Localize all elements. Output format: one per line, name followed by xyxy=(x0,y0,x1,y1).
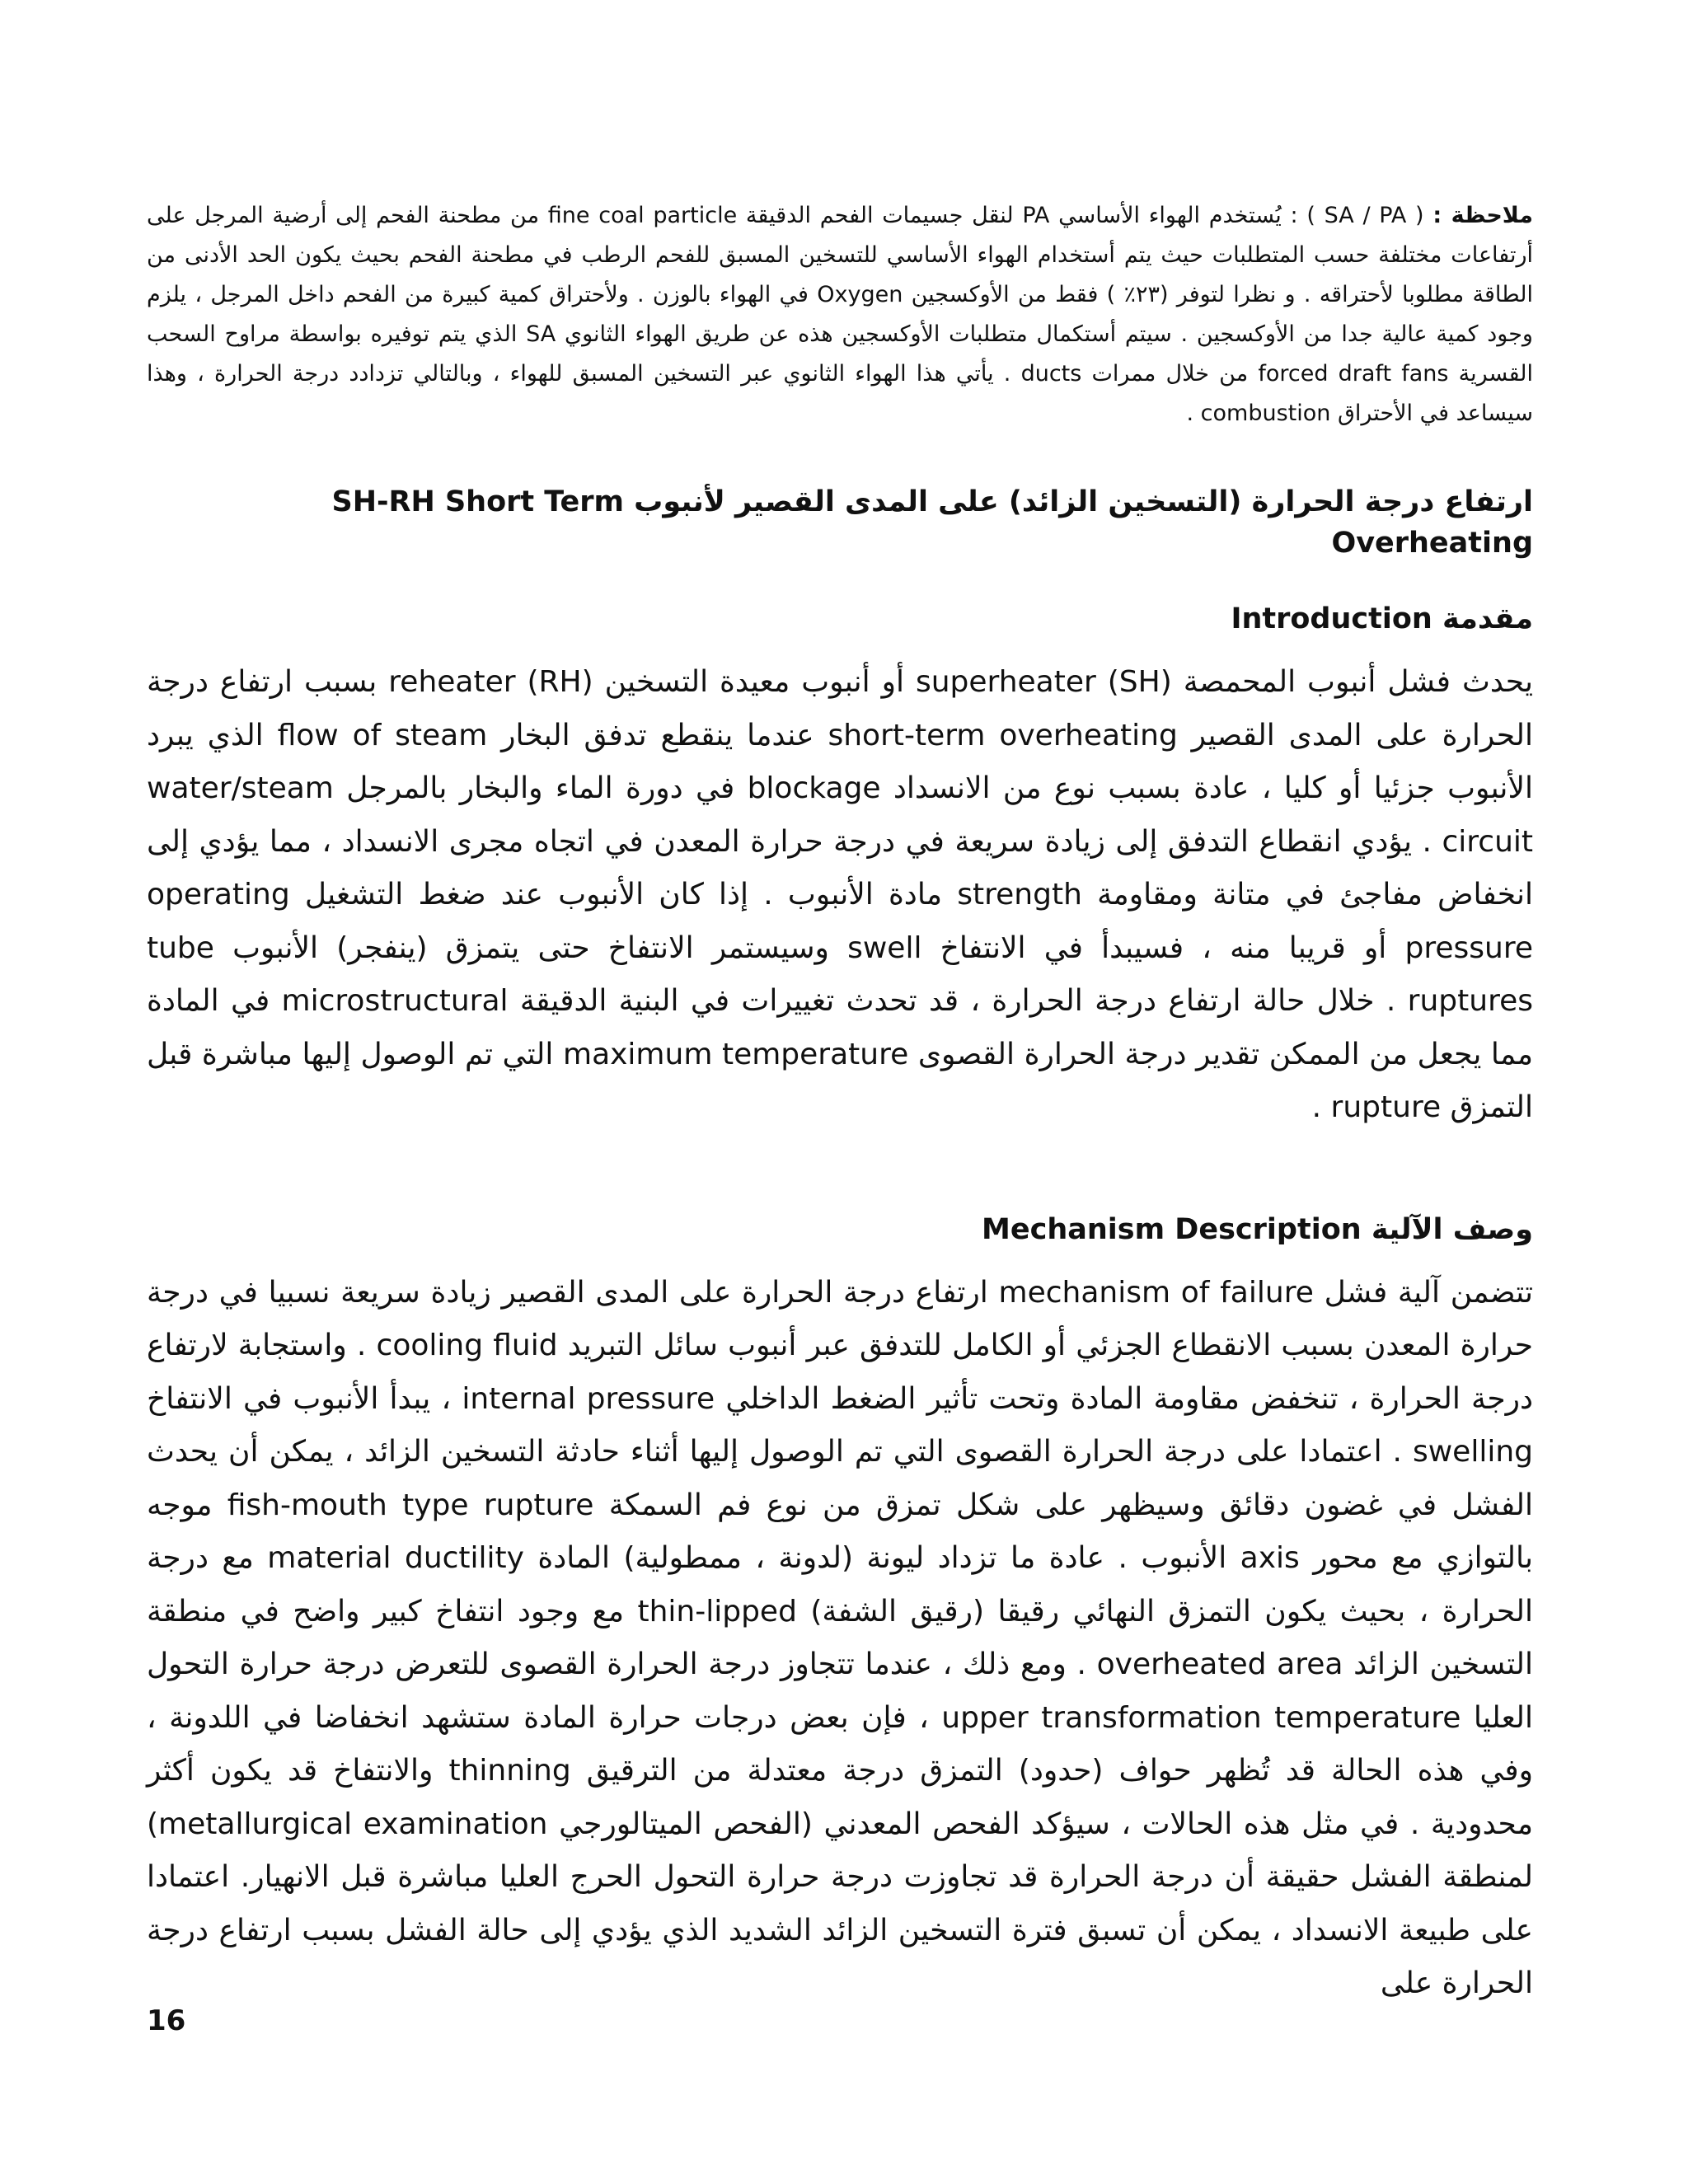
mechanism-paragraph: تتضمن آلية فشل mechanism of failure ارتفاع درجة الحرارة على المدى القصير زيادة سريعة نسبيا في درجة حرارة المعدن بسبب الانقطاع الجزئي أو الكامل للتدفق عبر أنبوب سائل التبريد cooling fluid . واستجابة لارتفاع درجة الحرارة ، تنخفض مقاومة المادة وتحت تأثير الضغط الداخلي internal pressure ، يبدأ الأنبوب في الانتفاخ swelling . اعتمادا على درجة الحرارة القصوى التي تم الوصول إليها أثناء حادثة التسخين الزائد ، يمكن أن يحدث الفشل في غضون دقائق وسيظهر على شكل تمزق من نوع فم السمكة fish-mouth type rupture موجه بالتوازي مع محور axis الأنبوب . عادة ما تزداد ليونة (لدونة ، ممطولية) المادة material ductility مع درجة الحرارة ، بحيث يكون التمزق النهائي رقيقا (رقيق الشفة) thin-lipped مع وجود انتفاخ كبير واضح في منطقة التسخين الزائد overheated area . ومع ذلك ، عندما تتجاوز درجة الحرارة القصوى للتعرض درجة حرارة التحول العليا upper transformation temperature ، فإن بعض درجات حرارة المادة ستشهد انخفاضا في اللدونة ، وفي هذه الحالة قد تُظهر حواف (حدود) التمزق درجة معتدلة من الترقيق thinning والانتفاخ قد يكون أكثر محدودية . في مثل هذه الحالات ، سيؤكد الفحص المعدني (الفحص الميتالورجي metallurgical examination) لمنطقة الفشل حقيقة أن درجة الحرارة قد تجاوزت درجة حرارة التحول الحرج العليا مباشرة قبل الانهيار. اعتمادا على طبيعة الانسداد ، يمكن أن تسبق فترة التسخين الزائد الشديد الذي يؤدي إلى حالة الفشل بسبب ارتفاع درجة الحرارة على xyxy=(147,1275,1534,2000)
section-title: ارتفاع درجة الحرارة (التسخين الزائد) على المدى القصير لأنبوب SH-RH Short Term Overheating xyxy=(331,485,1533,560)
mechanism-heading: وصف الآلية Mechanism Description xyxy=(982,1212,1533,1246)
page-number: 16 xyxy=(147,2004,186,2037)
note-label: ملاحظة : xyxy=(1432,203,1534,228)
note-paragraph xyxy=(147,196,1533,434)
page-content xyxy=(147,196,1533,2011)
note-text: ( SA / PA ) : يُستخدم الهواء الأساسي PA لنقل جسيمات الفحم الدقيقة fine coal particle من مطحنة الفحم إلى أرضية المرجل على أرتفاعات مختلفة حسب المتطلبات حيث يتم أستخدام الهواء الأساسي للتسخين المسبق للفحم الرطب في مطحنة الفحم بحيث يكون الحد الأدنى من الطاقة مطلوبا لأحتراقه . و نظرا لتوفر (٢٣٪ ) فقط من الأوكسجين Oxygen في الهواء بالوزن . ولأحتراق كمية كبيرة من الفحم داخل المرجل ، يلزم وجود كمية عالية جدا من الأوكسجين . سيتم أستكمال متطلبات الأوكسجين هذه عن طريق الهواء الثانوي SA الذي يتم توفيره بواسطة مراوح السحب القسرية forced draft fans من خلال ممرات ducts . يأتي هذا الهواء الثانوي عبر التسخين المسبق للهواء ، وبالتالي تزدادد درجة الحرارة ، وهذا سيساعد في الأحتراق combustion . xyxy=(147,203,1534,426)
introduction-heading: مقدمة Introduction xyxy=(1231,602,1533,635)
introduction-paragraph: يحدث فشل أنبوب المحمصة (superheater (SH أو أنبوب معيدة التسخين (reheater (RH بسبب ارتفاع درجة الحرارة على المدى القصير short-term overheating عندما ينقطع تدفق البخار flow of steam الذي يبرد الأنبوب جزئيا أو كليا ، عادة بسبب نوع من الانسداد blockage في دورة الماء والبخار بالمرجل water/steam circuit . يؤدي انقطاع التدفق إلى زيادة سريعة في درجة حرارة المعدن في اتجاه مجرى الانسداد ، مما يؤدي إلى انخفاض مفاجئ في متانة ومقاومة strength مادة الأنبوب . إذا كان الأنبوب عند ضغط التشغيل operating pressure أو قريبا منه ، فسيبدأ في الانتفاخ swell وسيستمر الانتفاخ حتى يتمزق (ينفجر) الأنبوب tube ruptures . خلال حالة ارتفاع درجة الحرارة ، قد تحدث تغييرات في البنية الدقيقة microstructural في المادة مما يجعل من الممكن تقدير درجة الحرارة القصوى maximum temperature التي تم الوصول إليها مباشرة قبل التمزق rupture . xyxy=(147,665,1534,1124)
